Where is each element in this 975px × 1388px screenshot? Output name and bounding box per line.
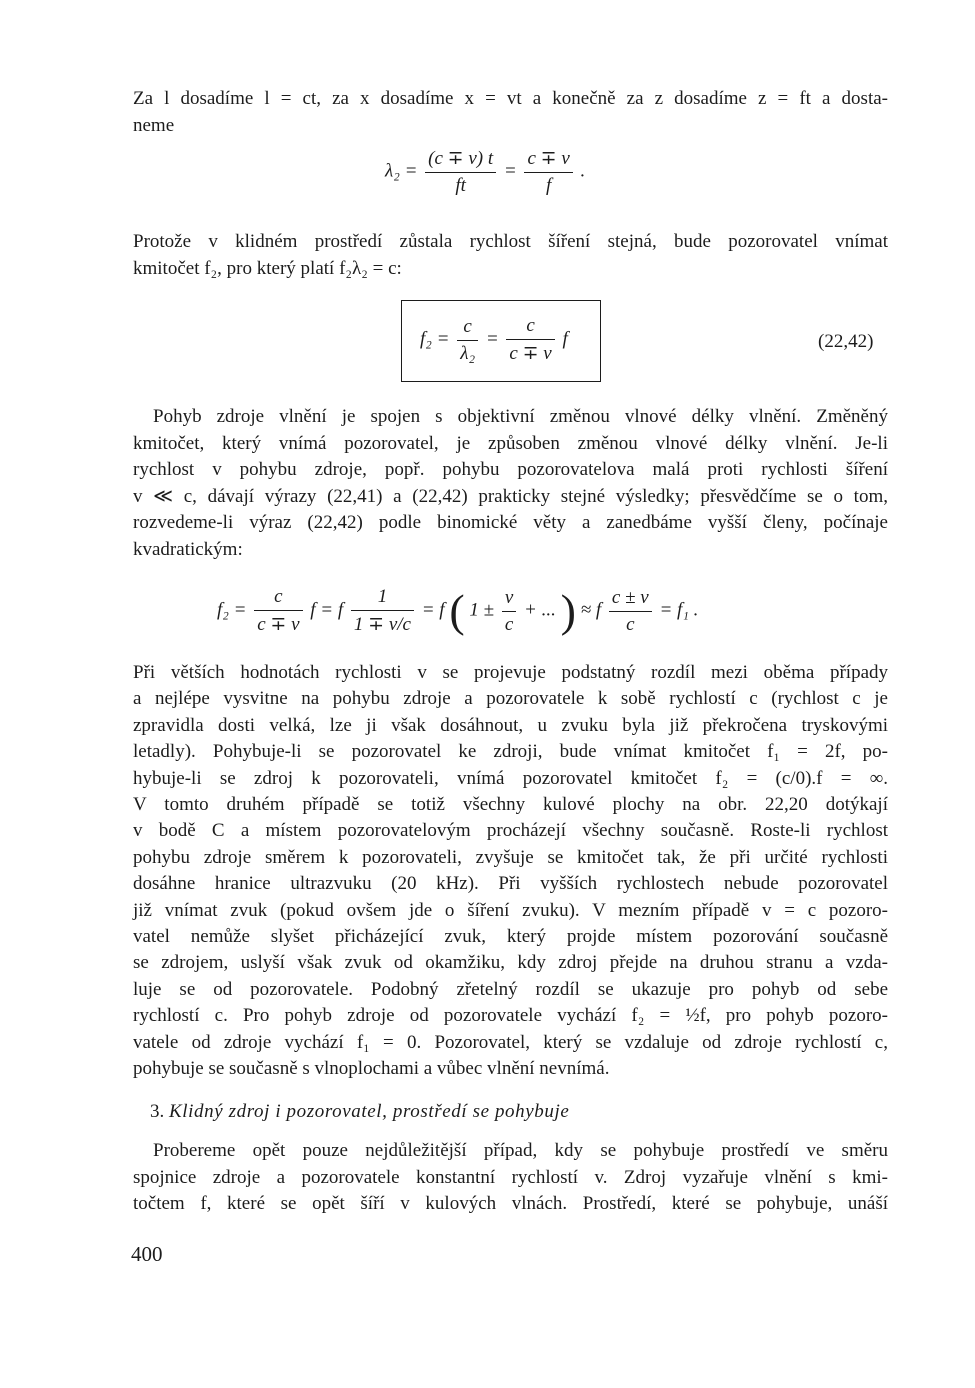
text-line: pohybu zdroje směrem k pozorovateli, zvyšuje se kmitočet tak, že při určité rychlosti: [133, 846, 888, 868]
eq-part: + ...: [524, 599, 556, 621]
eq-end: = f₁ .: [659, 599, 699, 621]
paragraph-1: [133, 86, 888, 139]
text-line: Při větších hodnotách rychlosti v se projevuje podstatný rozdíl mezi oběma případy: [133, 662, 888, 683]
text-line: Protože v klidném prostředí zůstala rychlost šíření stejná, bude pozorovatel vnímat: [133, 231, 888, 252]
text-line: vatel nemůže slyšet přicházející zvuk, který projde místem pozorování současně: [133, 926, 888, 948]
section-number: 3.: [150, 1101, 165, 1122]
denominator: f: [545, 175, 552, 196]
denominator: c: [504, 613, 514, 635]
fraction: [457, 316, 478, 365]
denominator: c: [626, 613, 635, 635]
text-line: Za l dosadíme l = ct, za x dosadíme x = vt a konečně za z dosadíme z = ft a dosta-: [133, 88, 888, 109]
numerator: v: [502, 587, 516, 612]
text-line: zpravidla dosti velká, lze ji však dosáhnout, u zvuku byla již překročena tryskovými: [133, 714, 888, 736]
denominator: 1 ∓ v/c: [353, 614, 411, 635]
text-line: v ≪ c, dávají výrazy (22,41) a (22,42) prakticky stejné výsledky; přesvědčíme se o tom,: [133, 485, 888, 507]
eq-tail: f: [562, 328, 568, 350]
eq-part: f = f: [310, 599, 344, 621]
equation-lambda2: [385, 147, 585, 197]
numerator: c: [254, 586, 302, 611]
equation-f2-boxed: [401, 300, 601, 382]
eq-sign: =: [503, 160, 517, 182]
paragraph-3: [133, 404, 888, 563]
eq-lhs: f₂ =: [217, 599, 247, 621]
fraction: [254, 586, 302, 636]
section-title: Klidný zdroj i pozorovatel, prostředí se pohybuje: [169, 1101, 570, 1122]
denominator: ft: [455, 175, 466, 196]
numerator: (c ∓ v) t: [425, 147, 496, 173]
section-heading: [150, 1101, 569, 1123]
equation-binomial-expansion: [217, 586, 698, 636]
eq-end: .: [580, 160, 586, 182]
text-line: rychlostí c. Pro pohyb zdroje od pozorovatele vychází f₂ = ½f, pro pohyb pozoro-: [133, 1005, 888, 1027]
eq-part: = f: [421, 599, 445, 621]
numerator: c: [457, 316, 478, 341]
text-line: se zdrojem, uslyší však zvuk od okamžiku, kdy zdroj přejde na druhou stranu a vzda-: [133, 952, 888, 974]
page-number: 400: [131, 1242, 163, 1266]
right-paren: ): [560, 585, 576, 636]
denominator: c ∓ v: [257, 614, 300, 635]
fraction: [351, 586, 414, 636]
fraction: [502, 587, 516, 636]
text-line: již vnímat zvuk (pokud ovšem jde o šíření zvuku). V mezním případě v = c pozoro-: [133, 899, 888, 921]
denominator: c ∓ v: [509, 343, 552, 364]
text-line: pohybuje se současně s vlnoplochami a vůbec vlnění nevnímá.: [133, 1058, 610, 1080]
left-paren: (: [449, 585, 465, 636]
text-line: letadly). Pohybuje-li se pozorovatel ke zdroji, bude vnímat kmitočet f₁ = 2f, po-: [133, 741, 888, 763]
eq-lhs: f₂ =: [420, 328, 450, 350]
eq-part: 1 ±: [469, 599, 495, 621]
text-line: vatele od zdroje vychází f₁ = 0. Pozorovatel, který se vzdaluje od zdroje rychlostí c,: [133, 1031, 888, 1053]
numerator: c ∓ v: [524, 147, 572, 173]
fraction: [425, 147, 496, 197]
text-line: kmitočet f₂, pro který platí f₂λ₂ = c:: [133, 257, 402, 279]
paragraph-2: [133, 229, 888, 282]
text-line: hybuje-li se zdroj k pozorovateli, vnímá pozorovatel kmitočet f₂ = (c/0).f = ∞.: [133, 767, 888, 789]
numerator: 1: [351, 586, 414, 611]
eq-part: ≈ f: [580, 599, 602, 621]
numerator: c: [506, 315, 554, 340]
text-line: v bodě C a místem pozorovatelovým procházejí všechny současně. Roste-li rychlost: [133, 820, 888, 842]
text-line: luje se od pozorovatele. Podobný zřetelný rozdíl se ukazuje pro pohyb od sebe: [133, 978, 888, 1000]
paragraph-4: [133, 660, 888, 1083]
eq-sign: =: [485, 328, 499, 350]
text-line: kmitočet, který vnímá pozorovatel, je způsoben změnou vlnové délky vlnění. Je-li: [133, 432, 888, 454]
text-line: kvadratickým:: [133, 538, 243, 560]
paragraph-5: [133, 1138, 888, 1218]
fraction: [609, 587, 652, 636]
text-line: rozvedeme-li výraz (22,42) podle binomické věty a zanedbáme vyšší členy, počínaje: [133, 512, 888, 533]
text-line: točtem f, které se opět šíří v kulových vlnách. Prostředí, které se pohybuje, unáší: [133, 1193, 888, 1214]
fraction: [524, 147, 572, 197]
text-line: rychlost v pohybu zdroje, popř. pohybu pozorovatelova malá proti rychlosti šíření: [133, 459, 888, 480]
equation-number: (22,42): [818, 331, 874, 352]
text-line: Probereme opět pouze nejdůležitější případ, kdy se pohybuje prostředí ve směru: [153, 1140, 888, 1161]
eq-lhs: λ₂ =: [385, 160, 418, 182]
text-line: neme: [133, 114, 175, 136]
fraction: [506, 315, 554, 365]
numerator: c ± v: [609, 587, 652, 612]
text-line: Pohyb zdroje vlnění je spojen s objektivní změnou vlnové délky vlnění. Změněný: [153, 406, 888, 427]
text-line: dosáhne hranice ultrazvuku (20 kHz). Při vyšších rychlostech nebude pozorovatel: [133, 873, 888, 895]
text-line: V tomto druhém případě se totiž všechny kulové plochy na obr. 22,20 dotýkají: [133, 794, 888, 816]
denominator: λ₂: [460, 342, 476, 364]
text-line: a nejlépe vysvitne na pohybu zdroje a pozorovatele k sobě rychlostí c (rychlost c je: [133, 688, 888, 710]
text-line: spojnice zdroje a pozorovatele konstantní rychlostí v. Zdroj vyzařuje vlnění s kmi-: [133, 1166, 888, 1188]
